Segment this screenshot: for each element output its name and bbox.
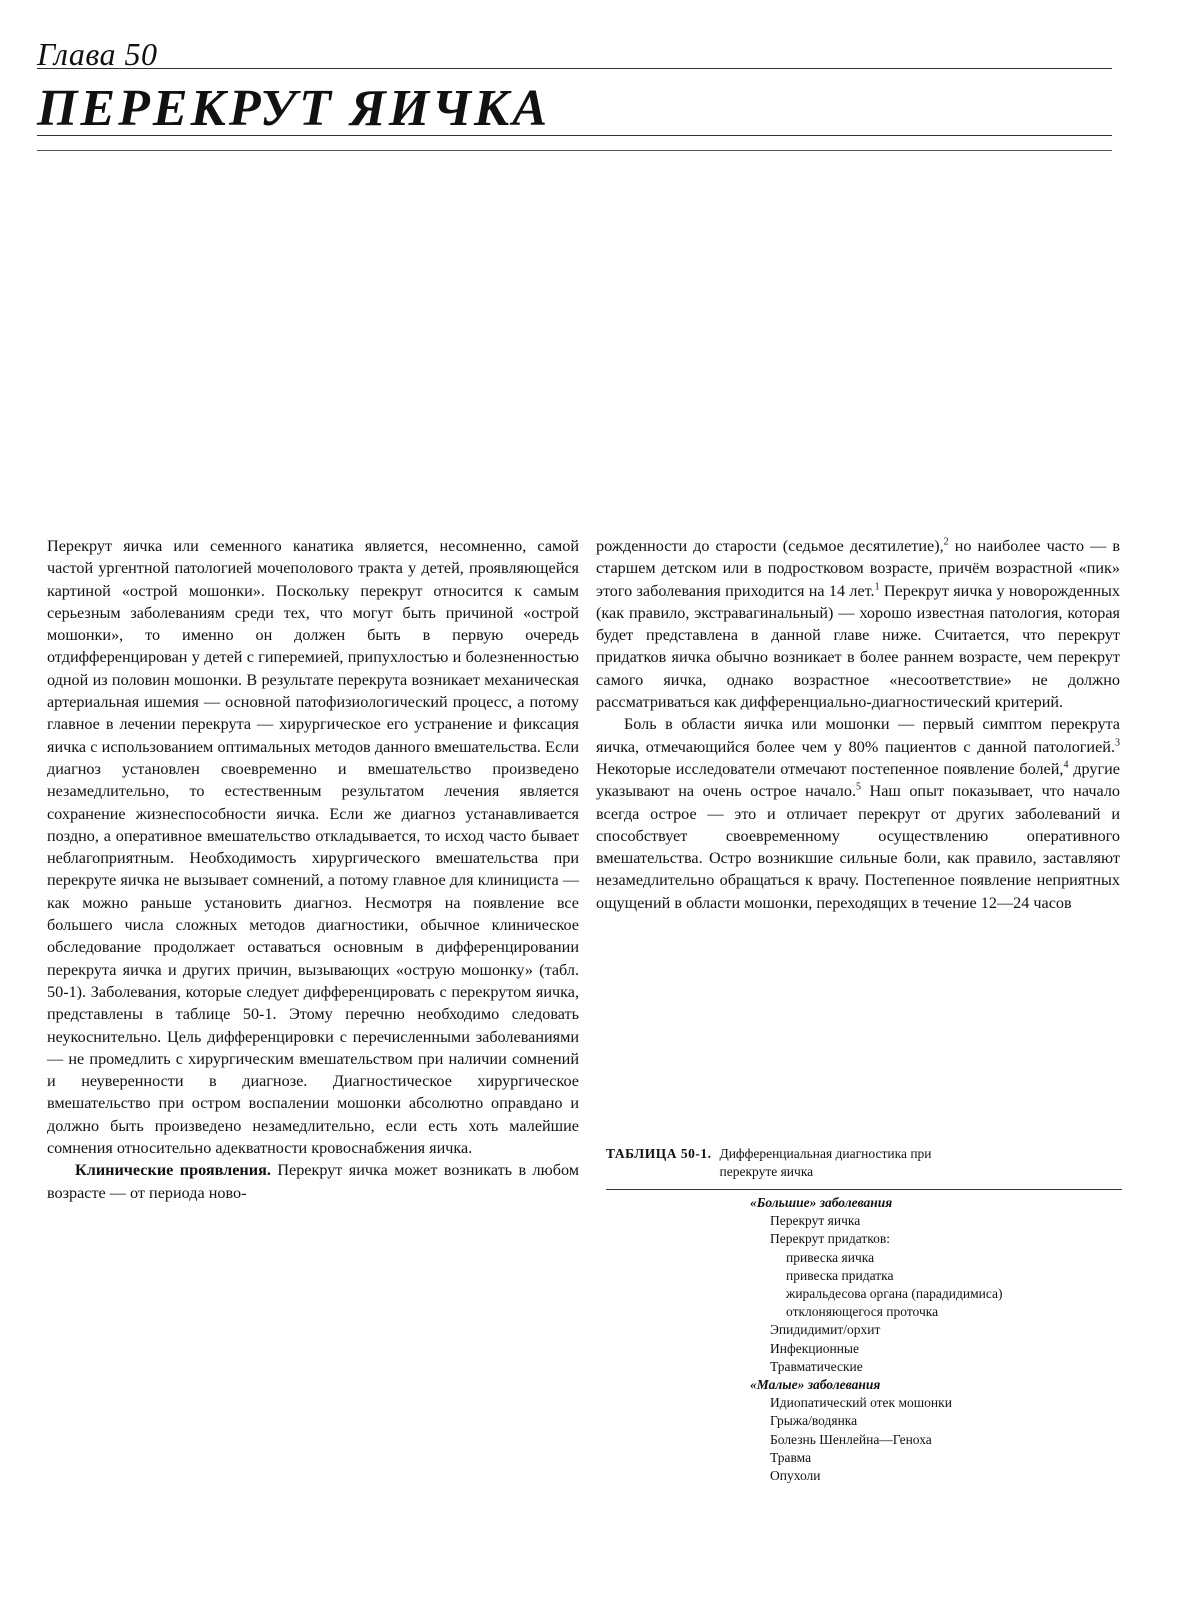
- text-run: Некоторые исследователи отмечают постепенное появление болей,: [596, 759, 1064, 778]
- header-rule-bottom: [37, 135, 1112, 136]
- table-subitem: привеска придатка: [786, 1267, 894, 1283]
- table-rule: [606, 1189, 1122, 1190]
- text-run: но наиболее часто — в старшем детском или в подростковом возрасте, причём возрастной «пик» этого заболевания приходится на 14 лет.: [596, 537, 1120, 600]
- text-run: Перекрут яичка у новорожденных (как правило, экстравагинальный) — хорошо известная патология, которая будет представлена в данной главе ниже. Считается, что перекрут придатков яичка обычно возникает в более раннем возрасте, чем перекрут самого яичка, однако возрастное «несоответствие» не должно рассматриваться как дифференциально-диагностический критерий.: [596, 581, 1121, 712]
- table-item: Перекрут яичка: [770, 1213, 861, 1229]
- header-rule-thin: [37, 150, 1112, 151]
- table-item: Травматические: [770, 1358, 863, 1374]
- table-list: [606, 1194, 1122, 1485]
- table-caption-text: Дифференциальная диагностика при перекруте яичка: [719, 1146, 932, 1179]
- left-text-column: [47, 535, 579, 1204]
- table-subitem: привеска яичка: [786, 1249, 875, 1265]
- paragraph-text: Перекрут яичка может возникать в любом возрасте — от периода ново-: [47, 1161, 579, 1202]
- table-label: ТАБЛИЦА 50-1.: [606, 1146, 712, 1161]
- paragraph: [596, 535, 1120, 713]
- paragraph: Перекрут яичка или семенного канатика является, несомненно, самой частой ургентной патологией мочеполового тракта у детей, проявляющейся картиной «острой мошонки». Поскольку перекрут относится к самым серьезным заболеваниям среди тех, что могут быть причиной «острой мошонки», то именно он должен быть в первую очередь отдифференцирован у детей с гиперемией, припухлостью и болезненностью одной из половин мошонки. В результате перекрута возникает механическая артериальная ишемия — основной патофизиологический процесс, а потому главное в лечении перекрута — хирургическое его устранение и фиксация яичка с использованием оптимальных методов данного вмешательства. Если диагноз установлен своевременно и вмешательство произведено незамедлительно, то естественным результатом лечения является сохранение жизнеспособности яичка. Если же диагноз устанавливается поздно, а оперативное вмешательство откладывается, то исход часто бывает неблагоприятным. Необходимость хирургического вмешательства при перекруте яичка не вызывает сомнений, а потому главное для клинициста — как можно раньше установить диагноз. Несмотря на появление все большего числа сложных методов диагностики, обычное клиническое обследование продолжает оставаться основным в дифференцировании перекрута яичка и других причин, вызывающих «острую мошонку» (табл. 50-1). Заболевания, которые следует дифференцировать с перекрутом яичка, представлены в таблице 50-1. Этому перечню необходимо следовать неукоснительно. Цель дифференцировки с перечисленными заболеваниями — не промедлить с хирургическим вмешательством при наличии сомнений и неуверенности в диагнозе. Диагностическое хирургическое вмешательство при остром воспалении мошонки абсолютно оправдано и должно быть произведено незамедлительно, если есть хоть малейшие сомнения относительно адекватности кровоснабжения яичка.: [47, 537, 579, 1158]
- table-item: Болезнь Шенлейна—Геноха: [770, 1431, 932, 1447]
- chapter-title: ПЕРЕКРУТ ЯИЧКА: [37, 80, 550, 137]
- footnote-ref: 3: [1115, 737, 1120, 749]
- footnote-ref: 2: [943, 536, 949, 548]
- text-run: Боль в области яичка или мошонки — первый симптом перекрута яичка, отмечающийся более чем у 80% пациентов с данной патологией.: [596, 715, 1120, 756]
- table-item: Идиопатический отек мошонки: [770, 1395, 952, 1411]
- table-caption: [606, 1145, 1122, 1181]
- table-item: Эпидидимит/орхит: [770, 1322, 881, 1338]
- chapter-label: Глава 50: [37, 36, 158, 72]
- table-subitem: отклоняющегося проточка: [786, 1304, 939, 1320]
- footnote-ref: 1: [874, 581, 880, 593]
- text-run: другие указывают на очень острое начало.: [596, 759, 1120, 801]
- table-item: Грыжа/водянка: [770, 1413, 858, 1429]
- run-in-heading: Клинические проявления.: [75, 1161, 271, 1180]
- table-group-heading: «Малые» заболевания: [750, 1377, 881, 1393]
- text-run: рожденности до старости (седьмое десятилетие),: [596, 537, 944, 555]
- footnote-ref: 5: [856, 781, 862, 793]
- right-text-column: [596, 535, 1120, 914]
- table-group-heading: «Большие» заболевания: [750, 1195, 893, 1210]
- footnote-ref: 4: [1063, 759, 1069, 771]
- paragraph: [596, 713, 1120, 914]
- header-rule-top: [37, 68, 1112, 69]
- text-run: Наш опыт показывает, что начало всегда острое — это и отличает перекрут от других заболеваний и способствует своевременному осуществлению оперативного вмешательства. Остро возникшие сильные боли, как правило, заставляют незамедлительно обращаться к врачу. Постепенное появление неприятных ощущений в области мошонки, переходящих в течение 12—24 часов: [596, 782, 1120, 912]
- table-item: Опухоли: [770, 1468, 821, 1484]
- table-item: Инфекционные: [770, 1340, 859, 1356]
- table-item: Травма: [770, 1449, 812, 1465]
- table-subitem: жиральдесова органа (парадидимиса): [786, 1286, 1003, 1302]
- table-50-1: [606, 1145, 1122, 1485]
- table-item: Перекрут придатков:: [770, 1231, 890, 1247]
- paragraph: [47, 1159, 579, 1204]
